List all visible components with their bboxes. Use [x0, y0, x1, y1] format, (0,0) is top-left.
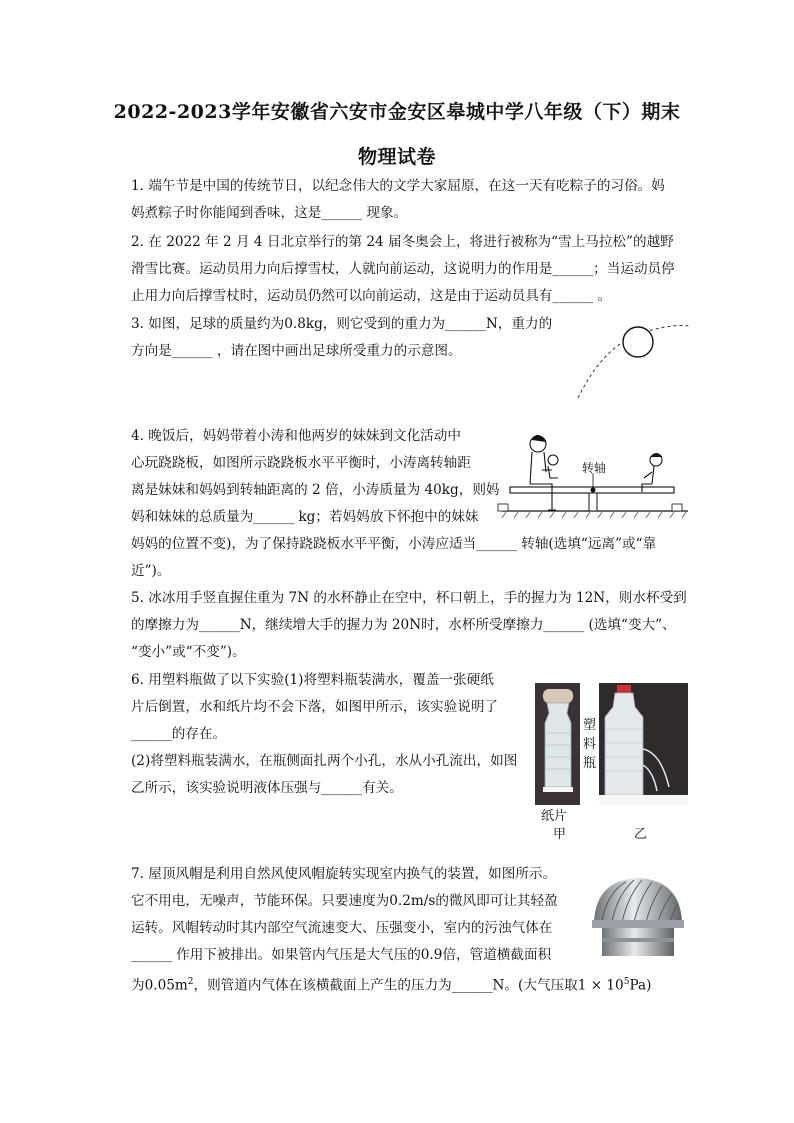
bottle-photo-jia: [535, 683, 580, 805]
question-line: 方向是______ ，请在图中画出足球所受重力的示意图。: [131, 343, 462, 359]
question-line: 滑雪比赛。运动员用力向后撑雪杖，人就向前运动，这说明力的作用是______；当运动员停: [131, 261, 675, 277]
question-line: 心玩跷跷板，如图所示跷跷板水平平衡时，小涛离转轴距: [131, 455, 471, 471]
question-line: 近”)。: [131, 563, 171, 579]
question-line: 6. 用塑料瓶做了以下实验(1)将塑料瓶装满水，覆盖一张硬纸: [131, 672, 494, 688]
boy-figure: [642, 454, 662, 493]
mother-and-sister-figure: [530, 435, 558, 510]
question-3: [131, 311, 552, 365]
question-line: 4. 晚饭后，妈妈带着小涛和他两岁的妹妹到文化活动中: [131, 428, 461, 444]
paper-title-line1: 2022-2023学年安徽省六安市金安区皋城中学八年级（下）期末: [113, 101, 681, 123]
roof-ventilator-photo: [586, 872, 689, 960]
question-line: 片后倒置，水和纸片均不会下落，如图甲所示，该实验说明了: [131, 699, 499, 715]
question-line: 止用力向后撑雪杖时，运动员仍然可以向前运动，这是由于运动员具有______ 。: [131, 288, 612, 304]
paper-title-line2: 物理试卷: [357, 146, 436, 168]
question-line: 运转。风帽转动时其内部空气流速变大、压强变小，室内的污浊气体在: [131, 920, 553, 936]
label-jia: 甲: [553, 827, 567, 842]
seesaw-pivot: [589, 493, 597, 511]
question-line: 的摩擦力为______N，继续增大手的握力为 20N时，水杯所受摩擦力______ (选填“变大”、: [131, 617, 676, 633]
question-line: 乙所示，该实验说明液体压强与______有关。: [131, 780, 403, 796]
question-line: 离是妹妹和妈妈到转轴距离的 2 倍，小涛质量为 40kg，则妈: [131, 482, 500, 498]
question-line: (2)将塑料瓶装满水，在瓶侧面扎两个小孔，水从小孔流出，如图: [131, 753, 518, 769]
question-1: [131, 173, 665, 227]
seesaw-figure: [496, 432, 692, 522]
label-paper: 纸片: [541, 809, 568, 824]
question-7: [131, 861, 651, 1000]
question-line: 妈煮粽子时你能闻到香味，这是______ 现象。: [131, 205, 408, 221]
question-line: “变小”或“不变”)。: [131, 644, 246, 660]
question-line: ______的存在。: [131, 726, 227, 742]
question-line-last: 为$0.05m^2$，则管道内气体在该横截面上产生的压力为______N。(大气压取$1 \times 10^5Pa$): [131, 977, 652, 994]
pivot-label: 转轴: [582, 461, 607, 475]
question-line: ______ 作用下被排出。如果管内气压是大气压的0.9倍，管道横截面积: [131, 947, 552, 963]
question-line: 2. 在 2022 年 2 月 4 日北京举行的第 24 届冬奥会上，将进行被称为“雪上马拉松”的越野: [131, 234, 674, 250]
question-line: 5. 冰冰用手竖直握住重为 7N 的水杯静止在空中，杯口朝上，手的握力为 12N，则水杯受到: [131, 590, 687, 606]
question-5: [131, 585, 687, 666]
question-line: 3. 如图，足球的质量约为0.8kg，则它受到的重力为______N，重力的: [131, 316, 553, 332]
label-bottle: 塑料瓶: [583, 718, 597, 771]
bottle-photo-yi: [599, 683, 688, 805]
question-line: 1. 端午节是中国的传统节日，以纪念伟大的文学大家屈原，在这一天有吃粽子的习俗。妈: [131, 178, 665, 194]
question-6: [131, 667, 517, 802]
question-line: 它不用电，无噪声，节能环保。只要速度为0.2m/s的微风即可让其轻盈: [131, 893, 558, 909]
question-line: 7. 屋顶风帽是利用自然风使风帽旋转实现室内换气的装置，如图所示。: [131, 866, 557, 882]
question-2: [131, 229, 675, 310]
football-ball: [623, 327, 653, 357]
question-line: 妈和妹妹的总质量为______ kg；若妈妈放下怀抱中的妹妹: [131, 509, 479, 525]
football-figure: [570, 318, 695, 403]
question-line: 妈妈的位置不变)，为了保持跷跷板水平平衡，小涛应适当______ 转轴(选填“远离”或“靠: [131, 536, 657, 552]
label-yi: 乙: [634, 827, 648, 842]
